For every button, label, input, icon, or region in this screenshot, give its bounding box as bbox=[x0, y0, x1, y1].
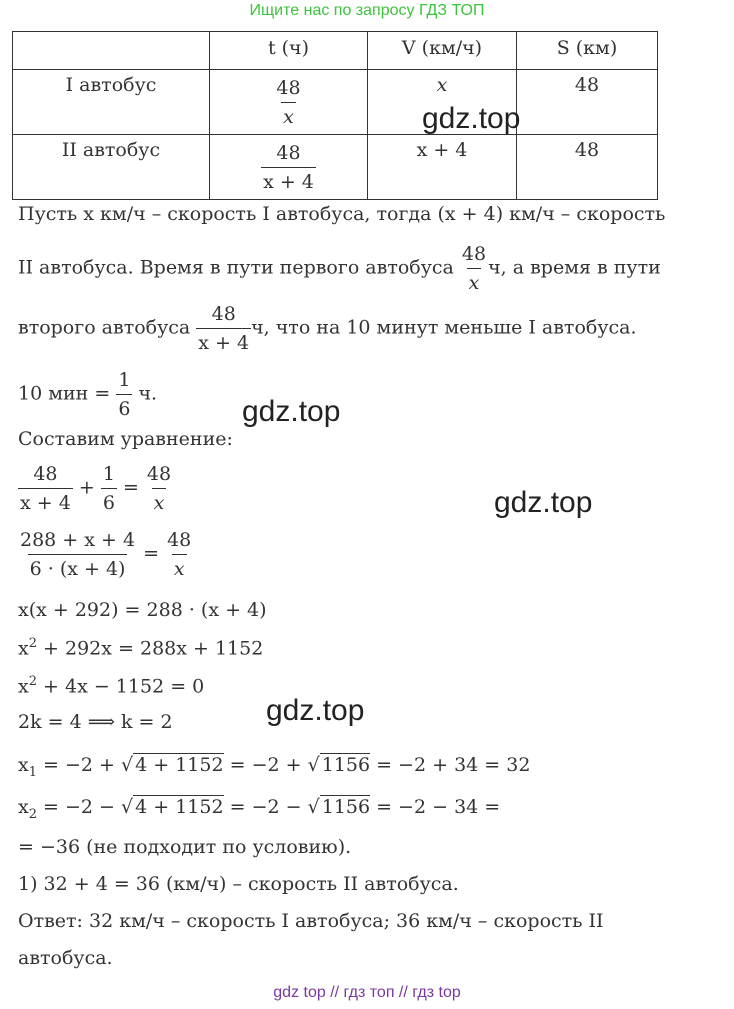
fraction-denominator: 6 bbox=[116, 394, 132, 423]
solution-line-5: Составим уравнение: bbox=[18, 428, 233, 450]
subscript: 1 bbox=[28, 764, 37, 780]
equation-6: 2k = 4 ⟹ k = 2 bbox=[18, 711, 173, 733]
row-label: I автобус bbox=[13, 70, 210, 135]
radicand: 1156 bbox=[321, 754, 371, 776]
solution-line-4 bbox=[18, 366, 157, 423]
fraction-numerator: 1 bbox=[118, 369, 131, 391]
exponent: 2 bbox=[28, 674, 37, 689]
solution-line-1: Пусть x км/ч – скорость I автобуса, тогда (x + 4) км/ч – скорость bbox=[18, 203, 666, 225]
fraction-denominator: 6 bbox=[101, 488, 117, 517]
text-segment: ч. bbox=[132, 382, 158, 405]
radicand: 4 + 1152 bbox=[135, 796, 224, 818]
row-label: II автобус bbox=[13, 135, 210, 200]
text-segment: 10 мин = bbox=[18, 382, 117, 405]
header-time: t (ч) bbox=[210, 32, 368, 70]
text-segment: + 292x = 288x + 1152 bbox=[37, 637, 264, 660]
header-speed: V (км/ч) bbox=[368, 32, 517, 70]
watermark: gdz.top bbox=[494, 486, 593, 519]
header-distance: S (км) bbox=[517, 32, 658, 70]
distance-cell: 48 bbox=[517, 135, 658, 200]
equation-7 bbox=[18, 754, 530, 780]
equation-5 bbox=[18, 674, 204, 697]
fraction-numerator: 48 bbox=[33, 463, 58, 485]
text-segment: = −2 − √ bbox=[37, 796, 134, 818]
fraction-numerator: 48 bbox=[276, 77, 301, 99]
equation-1 bbox=[18, 460, 173, 517]
radicand: 4 + 1152 bbox=[135, 754, 224, 776]
footer-links: gdz top // гдз топ // гдз top bbox=[273, 984, 461, 1001]
text-segment: = −2 − 34 = bbox=[370, 796, 501, 818]
text-segment: второго автобуса bbox=[18, 316, 197, 339]
text-segment: x bbox=[18, 754, 29, 776]
fraction-denominator: x bbox=[467, 268, 482, 297]
fraction-numerator: 48 bbox=[146, 463, 172, 485]
watermark: gdz.top bbox=[266, 694, 365, 727]
fraction-numerator: 48 bbox=[167, 529, 192, 551]
answer-line-2: автобуса. bbox=[18, 947, 113, 969]
equation-3: x(x + 292) = 288 · (x + 4) bbox=[18, 599, 267, 621]
text-segment: ч, что на 10 минут меньше I автобуса. bbox=[251, 316, 637, 339]
fraction-denominator: x + 4 bbox=[196, 328, 251, 357]
equation-9: = −36 (не подходит по условию). bbox=[18, 836, 352, 858]
solution-line-3 bbox=[18, 300, 637, 357]
text-segment: x bbox=[18, 675, 29, 698]
table-row bbox=[13, 135, 658, 200]
fraction-numerator: 288 + x + 4 bbox=[20, 529, 136, 551]
text-segment: = −2 − √ bbox=[223, 796, 320, 818]
fraction-denominator: x bbox=[152, 488, 167, 517]
text-segment: ч, а время в пути bbox=[488, 256, 661, 279]
header-empty bbox=[13, 32, 210, 70]
equation-2 bbox=[18, 526, 193, 583]
radicand: 1156 bbox=[321, 796, 371, 818]
top-banner: Ищите нас по запросу ГДЗ ТОП bbox=[249, 2, 485, 19]
operator: = bbox=[137, 542, 166, 565]
time-cell bbox=[210, 135, 368, 200]
solution-line-2 bbox=[18, 240, 661, 297]
text-segment: = −2 + √ bbox=[37, 754, 134, 776]
speed-cell: x bbox=[368, 70, 517, 135]
subscript: 2 bbox=[28, 806, 37, 822]
watermark: gdz.top bbox=[242, 395, 341, 428]
fraction-numerator: 48 bbox=[461, 243, 487, 265]
answer-line: Ответ: 32 км/ч – скорость I автобуса; 36 км/ч – скорость II bbox=[18, 910, 604, 932]
fraction-denominator: x + 4 bbox=[261, 167, 316, 196]
equation-4 bbox=[18, 636, 263, 659]
distance-cell: 48 bbox=[517, 70, 658, 135]
time-cell bbox=[210, 70, 368, 135]
text-segment: = −2 + 34 = 32 bbox=[370, 754, 531, 776]
fraction-numerator: 1 bbox=[102, 463, 115, 485]
text-segment: x bbox=[18, 796, 29, 818]
problem-table bbox=[12, 31, 658, 200]
speed-cell: x + 4 bbox=[368, 135, 517, 200]
equation-8 bbox=[18, 796, 500, 822]
text-segment: x bbox=[18, 637, 29, 660]
text-segment: = −2 + √ bbox=[223, 754, 320, 776]
fraction-numerator: 48 bbox=[211, 303, 236, 325]
operator: + bbox=[72, 476, 101, 499]
watermark: gdz.top bbox=[422, 102, 521, 135]
text-segment: II автобуса. Время в пути первого автобуса bbox=[18, 256, 460, 279]
table-row bbox=[13, 70, 658, 135]
operator: = bbox=[116, 476, 145, 499]
exponent: 2 bbox=[28, 636, 37, 651]
fraction-denominator: 6 · (x + 4) bbox=[28, 554, 128, 583]
solution-line-6: 1) 32 + 4 = 36 (км/ч) – скорость II автобуса. bbox=[18, 873, 459, 895]
table-header-row bbox=[13, 32, 658, 70]
fraction-denominator: x + 4 bbox=[18, 488, 73, 517]
fraction-denominator: x bbox=[281, 102, 296, 131]
fraction-numerator: 48 bbox=[276, 142, 301, 164]
text-segment: + 4x − 1152 = 0 bbox=[37, 675, 205, 698]
fraction-denominator: x bbox=[172, 554, 187, 583]
